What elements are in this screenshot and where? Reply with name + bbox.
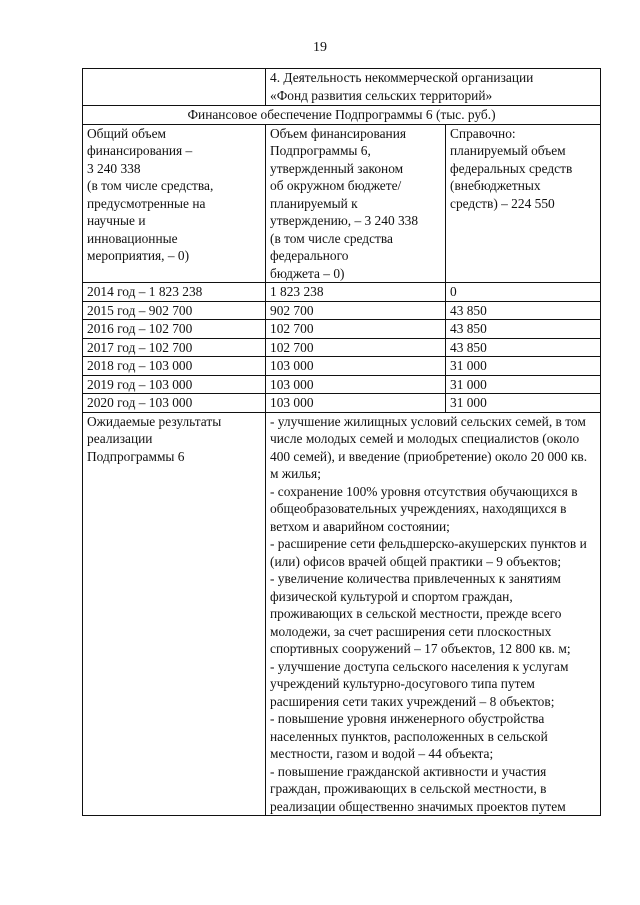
year-federal: 43 850 xyxy=(446,301,601,320)
year-federal: 43 850 xyxy=(446,320,601,339)
result-item: - сохранение 100% уровня отсутствия обучающихся в общеобразовательных учреждениях, находящихся в ветхом и аварийном состоянии; xyxy=(270,483,578,534)
result-item: - расширение сети фельдшерско-акушерских пунктов и (или) офисов врачей общей практики – 9 объектов; xyxy=(270,536,587,569)
page-number: 19 xyxy=(313,40,327,55)
year-district: 103 000 xyxy=(266,375,446,394)
year-total: 2015 год – 902 700 xyxy=(83,301,266,320)
year-row xyxy=(83,338,601,357)
expected-results-list xyxy=(266,412,601,816)
year-row xyxy=(83,320,601,339)
year-district: 102 700 xyxy=(266,320,446,339)
year-row xyxy=(83,283,601,302)
year-total: 2019 год – 103 000 xyxy=(83,375,266,394)
year-federal: 43 850 xyxy=(446,338,601,357)
expected-results-label: Ожидаемые результаты реализации Подпрограммы 6 xyxy=(83,412,266,816)
year-total: 2020 год – 103 000 xyxy=(83,394,266,413)
financing-total-cell: Общий объем финансирования – 3 240 338 (в том числе средства, предусмотренные на научные и инновационные мероприятия, – 0) xyxy=(83,124,266,283)
year-total: 2018 год – 103 000 xyxy=(83,357,266,376)
organization-label-cell xyxy=(83,69,266,106)
year-total: 2017 год – 102 700 xyxy=(83,338,266,357)
year-row xyxy=(83,301,601,320)
year-federal: 31 000 xyxy=(446,375,601,394)
year-federal: 0 xyxy=(446,283,601,302)
year-federal: 31 000 xyxy=(446,394,601,413)
year-total: 2016 год – 102 700 xyxy=(83,320,266,339)
year-row xyxy=(83,394,601,413)
financing-heading-row xyxy=(83,106,601,125)
result-item: - повышение гражданской активности и участия граждан, проживающих в сельской местности, в реализации общественно значимых проектов путем xyxy=(270,763,566,814)
year-district: 902 700 xyxy=(266,301,446,320)
financing-federal-cell: Справочно: планируемый объем федеральных средств (внебюджетных средств) – 224 550 xyxy=(446,124,601,283)
year-district: 1 823 238 xyxy=(266,283,446,302)
subprogram-passport-table xyxy=(82,68,601,816)
result-item: - улучшение доступа сельского населения к услугам учреждений культурно-досугового типа путем расширения сети таких учреждений – 8 объектов; xyxy=(270,658,569,709)
year-row xyxy=(83,357,601,376)
financing-summary-row xyxy=(83,124,601,283)
organization-row xyxy=(83,69,601,106)
year-district: 103 000 xyxy=(266,357,446,376)
financing-district-cell: Объем финансирования Подпрограммы 6, утвержденный законом об окружном бюджете/ планируемый к утверждению, – 3 240 338 (в том числе средства федерального бюджета – 0) xyxy=(266,124,446,283)
year-row xyxy=(83,375,601,394)
expected-results-row xyxy=(83,412,601,816)
year-district: 103 000 xyxy=(266,394,446,413)
year-district: 102 700 xyxy=(266,338,446,357)
financing-heading: Финансовое обеспечение Подпрограммы 6 (тыс. руб.) xyxy=(83,106,601,125)
year-federal: 31 000 xyxy=(446,357,601,376)
organization-text: 4. Деятельность некоммерческой организации «Фонд развития сельских территорий» xyxy=(266,69,601,106)
result-item: - увеличение количества привлеченных к занятиям физической культурой и спортом граждан, проживающих в сельской местности, прежде всего молодежи, за счет расширения сети плоскостных спортивных сооружений – 17 объектов, 12 800 кв. м; xyxy=(270,571,571,656)
result-item: - улучшение жилищных условий сельских семей, в том числе молодых семей и молодых специалистов (около 400 семей), и введение (приобретение) около 20 000 кв. м жилья; xyxy=(270,413,588,481)
result-item: - повышение уровня инженерного обустройства населенных пунктов, расположенных в сельской местности, газом и водой – 44 объекта; xyxy=(270,711,548,761)
year-total: 2014 год – 1 823 238 xyxy=(83,283,266,302)
